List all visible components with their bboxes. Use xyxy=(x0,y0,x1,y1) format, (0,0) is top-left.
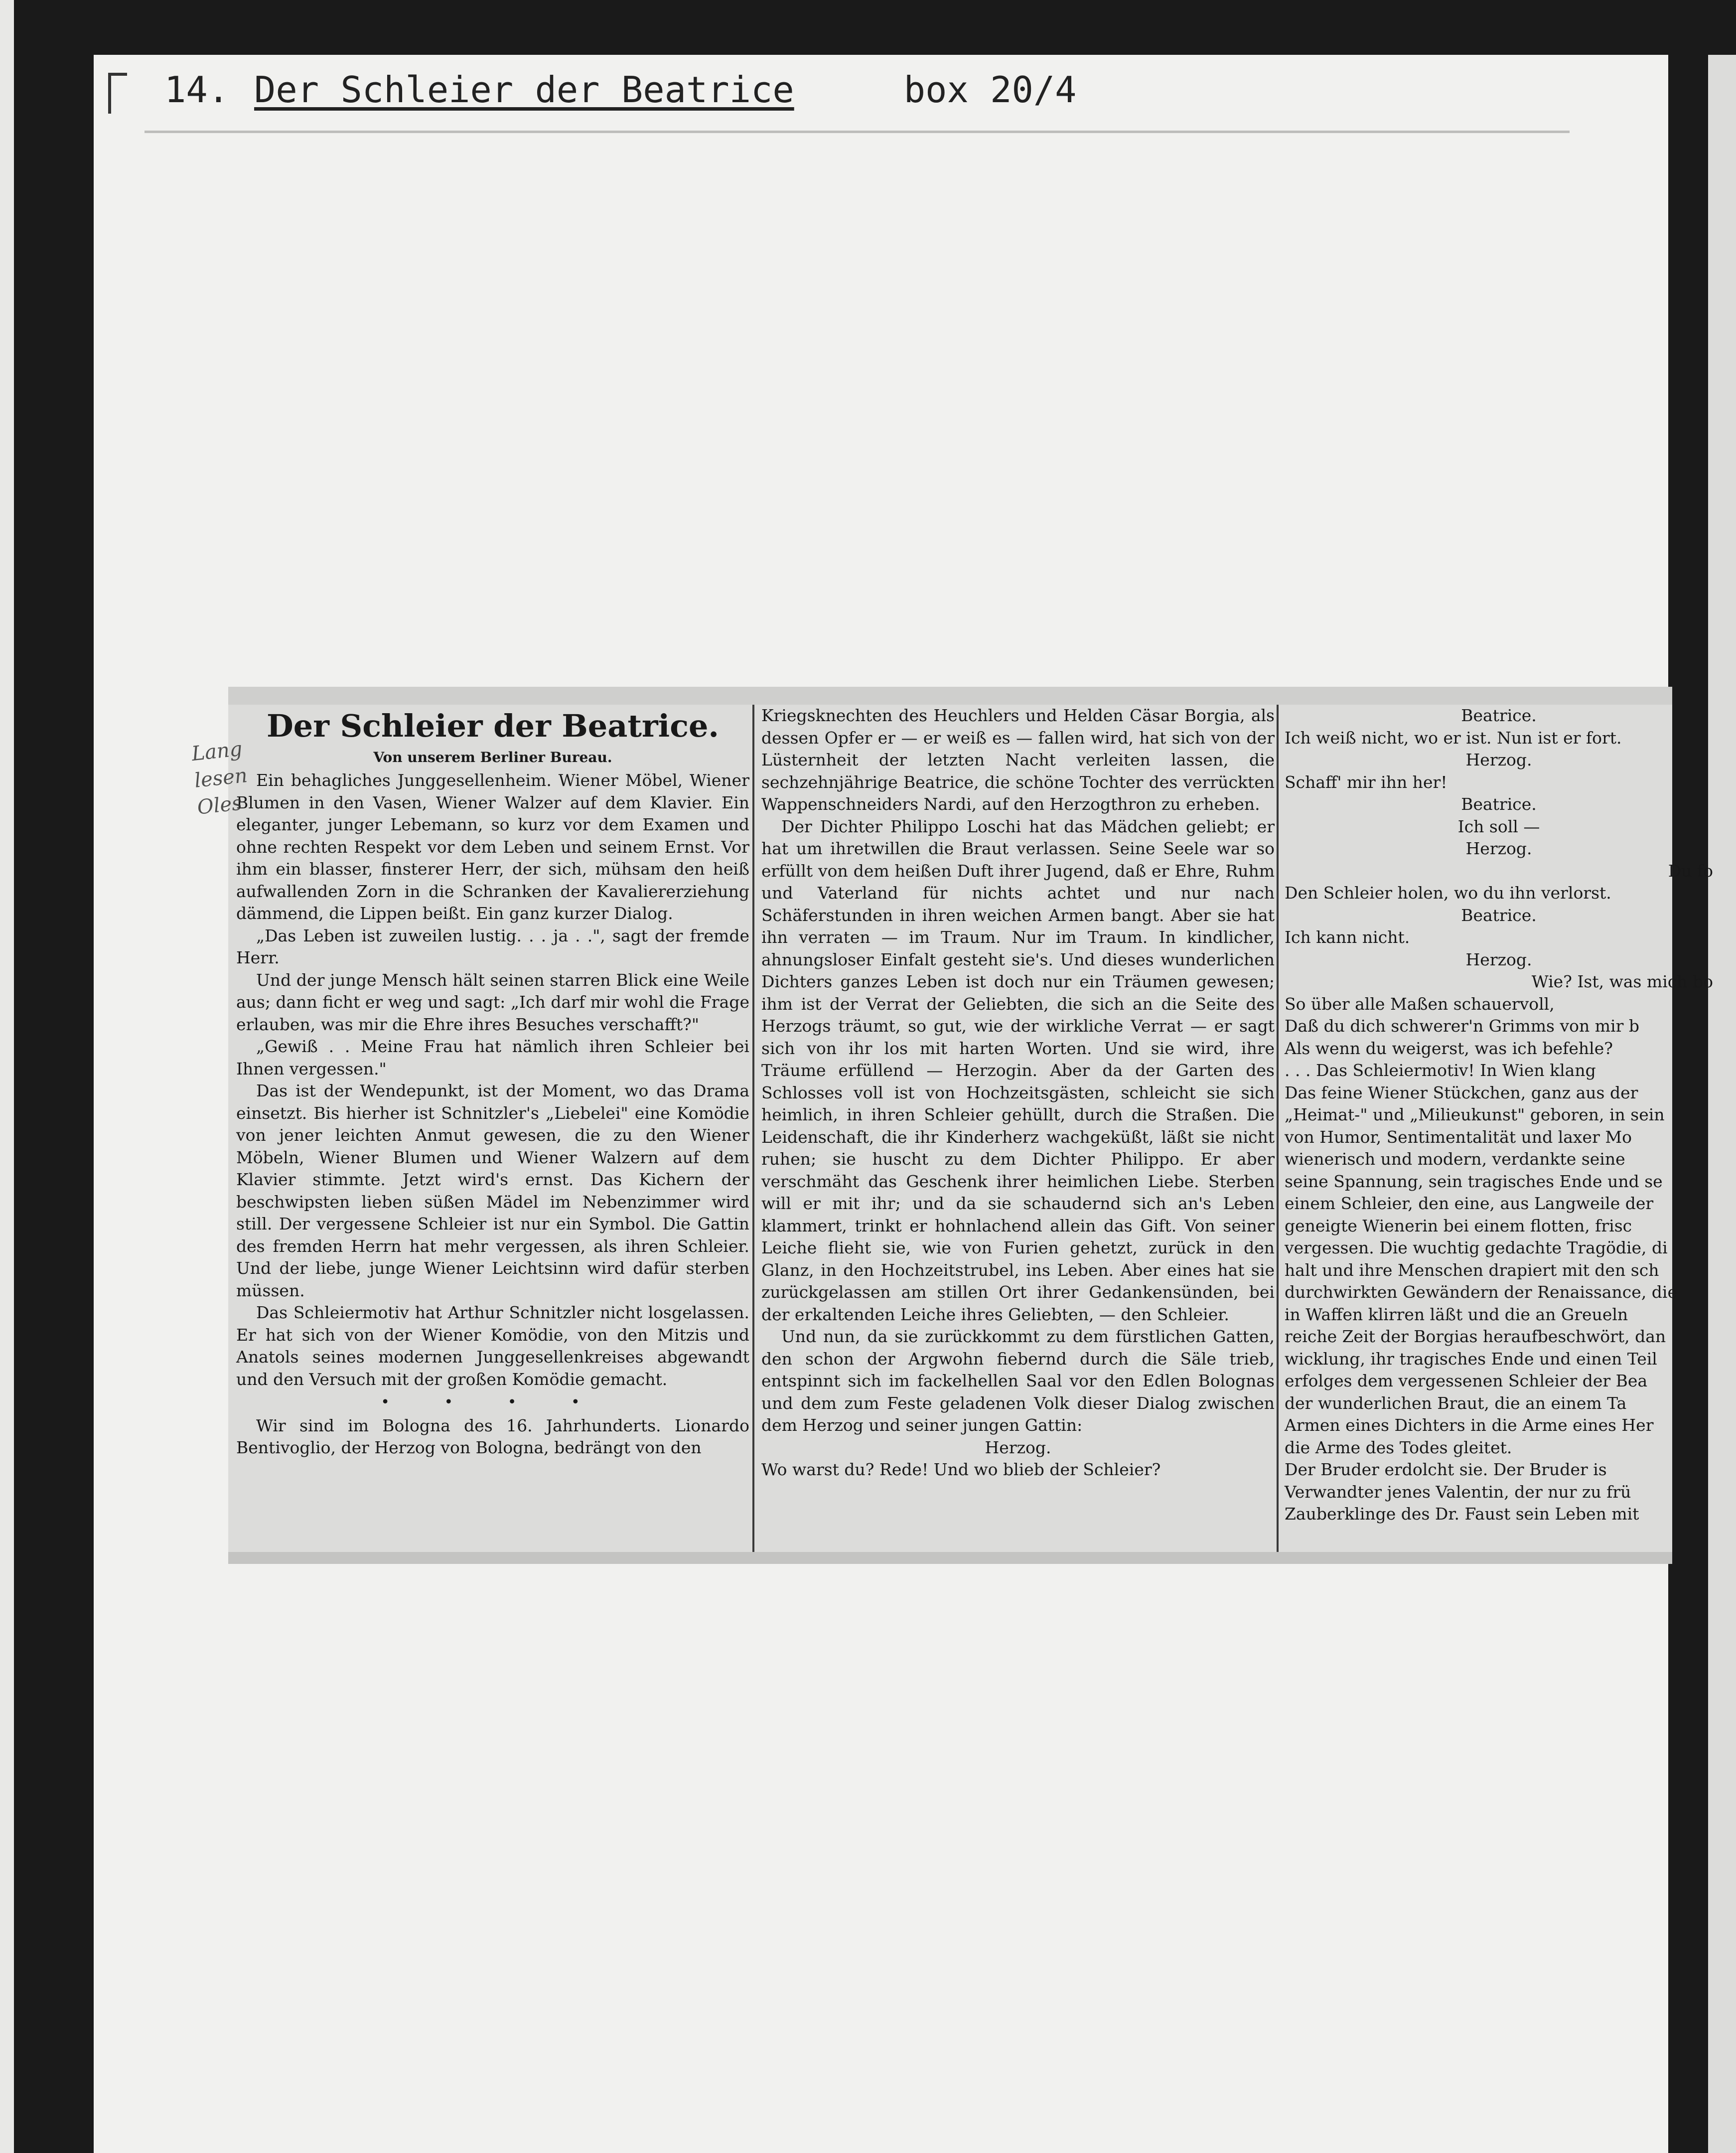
text-line: erfolges dem vergessenen Schleier der Bea xyxy=(1285,1371,1648,1390)
text-line: Ich weiß nicht, wo er ist. Nun ist er fort. xyxy=(1285,728,1622,748)
text-line: geneigte Wienerin bei einem flotten, frisc xyxy=(1285,1216,1632,1235)
text-line: „Heimat-" und „Milieukunst" geboren, in sein xyxy=(1285,1105,1665,1124)
text-line: Den Schleier holen, wo du ihn verlorst. xyxy=(1285,883,1611,903)
speaker-label: Beatrice. xyxy=(1461,706,1537,725)
text-line: Armen eines Dichters in die Arme eines Her xyxy=(1285,1415,1654,1435)
column-rule xyxy=(1277,705,1279,1552)
text-line: Der Bruder erdolcht sie. Der Bruder is xyxy=(1285,1460,1607,1479)
text-line: in Waffen klirren läßt und die an Greueln xyxy=(1285,1304,1628,1324)
article-column-3 xyxy=(1285,705,1713,1552)
speaker-label: Herzog. xyxy=(985,1437,1051,1457)
speaker-label: Herzog. xyxy=(1465,949,1532,969)
paragraph: „Gewiß . . Meine Frau hat nämlich ihren Schleier bei Ihnen vergessen." xyxy=(236,1037,749,1078)
article-headline: Der Schleier der Beatrice. xyxy=(266,708,720,744)
paragraph: Kriegsknechten des Heuchlers und Helden Cäsar Borgia, als dessen Opfer er — er weiß es — fallen wird, hat sich von der Lüsternheit der letzten Nacht verleiten lassen, die sechzehnjährige Beatrice, die schöne Tochter des verrückten Wappenschneiders Nardi, auf den Herzogthron zu erheben. xyxy=(761,706,1275,814)
item-title: Der Schleier der Beatrice xyxy=(254,69,794,111)
speaker-label: Beatrice. xyxy=(1461,905,1537,925)
section-separator: • • • • xyxy=(381,1393,605,1411)
item-number: 14. xyxy=(164,69,230,111)
speaker-label: Herzog. xyxy=(1465,839,1532,858)
text-line: einem Schleier, den eine, aus Langweile der xyxy=(1285,1194,1654,1213)
text-line: Daß du dich schwerer'n Grimms von mir b xyxy=(1285,1016,1639,1036)
speaker-label: Herzog. xyxy=(1465,750,1532,769)
column-rule xyxy=(752,705,754,1552)
box-label: box 20/4 xyxy=(903,69,1077,111)
text-line: wicklung, ihr tragisches Ende und einen Teil xyxy=(1285,1349,1657,1369)
article-byline: Von unserem Berliner Bureau. xyxy=(373,749,612,766)
clipping-top-edge xyxy=(228,687,1672,705)
newspaper-clipping xyxy=(228,687,1713,1564)
card-header xyxy=(164,69,1077,124)
text-line: von Humor, Sentimentalität und laxer Mo xyxy=(1285,1127,1632,1147)
text-line: seine Spannung, sein tragisches Ende und se xyxy=(1285,1171,1663,1191)
speaker-label: Beatrice. xyxy=(1461,794,1537,814)
text-line: Zauberklinge des Dr. Faust sein Leben mit xyxy=(1285,1504,1639,1524)
paragraph: Wir sind im Bologna des 16. Jahrhunderts. Lionardo Bentivoglio, der Herzog von Bologna, bedrängt von den xyxy=(236,1415,749,1457)
text-line: Wie? Ist, was mich bo xyxy=(1531,972,1713,991)
corner-mark-horizontal xyxy=(108,73,127,76)
corner-mark xyxy=(108,73,111,114)
paragraph: „Das Leben ist zuweilen lustig. . . ja . .", sagt der fremde Herr. xyxy=(236,925,749,967)
paragraph: Der Dichter Philippo Loschi hat das Mädchen geliebt; er hat um ihretwillen die Braut verlassen. Seine Seele war so erfüllt von dem heißen Duft ihrer Jugend, daß er Ehre, Ruhm und Vaterland für nichts achtet und nur nach Schäferstunden in ihren weichen Armen bangt. Aber sie hat ihn verraten — im Traum. Nur im Traum. In kindlicher, ahnungsloser Einfalt gesteht sie's. Und dieses wunderlichen Dichters ganzes Leben ist doch nur ein Träumen gewesen; ihm ist der Verrat der Geliebten, die sich an die Seite des Herzogs träumt, so gut, wie der wirkliche Verrat — er sagt sich von ihr los mit harten Worten. Und sie wird, ihre Träume erfüllend — Herzogin. Aber da der Garten des Schlosses voll ist von Hochzeitsgästen, schleicht sie sich heimlich, in ihren Schleier gehüllt, durch die Straßen. Die Leidenschaft, die ihr Kinderherz wachgeküßt, läßt sie nicht ruhen; sie huscht zu dem Dichter Philippo. Er aber verschmäht das Geschenk ihrer heimlichen Liebe. Sterben will er mit ihr; und da sie schaudernd sich an's Leben klammert, trinkt er hohnlachend allein das Gift. Von seiner Leiche flieht sie, wie von Furien gehetzt, zurück in den Glanz, in den Hochzeitstrubel, ins Leben. Aber eines hat sie zurückgelassen am stillen Ort ihrer Gedankensünden, bei der erkaltenden Leiche ihres Geliebten, — den Schleier. xyxy=(761,816,1275,1324)
text-line: wienerisch und modern, verdankte seine xyxy=(1285,1149,1625,1169)
paragraph: Und der junge Mensch hält seinen starren Blick eine Weile aus; dann ficht er weg und sagt: „Ich darf mir wohl die Frage erlauben, was mir die Ehre ihres Besuches verschafft?" xyxy=(236,970,749,1034)
speaker-label: Ich soll — xyxy=(1457,816,1540,836)
text-line: vergessen. Die wuchtig gedachte Tragödie, di xyxy=(1285,1238,1668,1257)
article-column-2 xyxy=(761,705,1275,1552)
dialogue-line: Wo warst du? Rede! Und wo blieb der Schleier? xyxy=(761,1460,1161,1479)
header-rule xyxy=(145,131,1570,133)
adjacent-page-edge xyxy=(0,0,14,2153)
text-line: reiche Zeit der Borgias heraufbeschwört, dan xyxy=(1285,1327,1666,1346)
text-line: Als wenn du weigerst, was ich befehle? xyxy=(1285,1038,1613,1058)
article-column-1 xyxy=(236,705,749,1552)
text-line: . . . Das Schleiermotiv! In Wien klang xyxy=(1285,1061,1596,1080)
paragraph: Das ist der Wendepunkt, ist der Moment, wo das Drama einsetzt. Bis hierher ist Schnitzler's „Liebelei" eine Komödie von jener leichten Anmut gewesen, die zu den Wiener Möbeln, Wiener Blumen und Wiener Walzern auf dem Klavier stimmte. Jetzt wird's ernst. Das Kichern der beschwipsten lieben süßen Mädel im Nebenzimmer wird still. Der vergessene Schleier ist nur ein Symbol. Die Gattin des fremden Herrn hat mehr vergessen, als ihren Schleier. Und der liebe, junge Wiener Leichtsinn wird dafür sterben müssen. xyxy=(236,1081,749,1300)
text-line: die Arme des Todes gleitet. xyxy=(1285,1437,1512,1457)
text-line: Schaff' mir ihn her! xyxy=(1285,772,1447,792)
paragraph: Und nun, da sie zurückkommt zu dem fürstlichen Gatten, den schon der Argwohn fiebernd durch die Säle trieb, entspinnt sich im fackelhellen Saal vor den Edlen Bolognas und dem zum Feste geladenen Volk dieser Dialog zwischen dem Herzog und seiner jungen Gattin: xyxy=(761,1327,1275,1435)
text-line: Verwandter jenes Valentin, der nur zu frü xyxy=(1285,1482,1631,1502)
clipping-bottom-edge xyxy=(228,1552,1672,1564)
text-line: Du fo xyxy=(1668,861,1713,881)
paragraph: Ein behagliches Junggesellenheim. Wiener Möbel, Wiener Blumen in den Vasen, Wiener Walzer auf dem Klavier. Ein eleganter, junger Lebemann, so kurz vor dem Examen und ohne rechten Respekt vor dem Leben und seinem Ernst. Vor ihm ein blasser, finsterer Herr, der sich, mühsam den heiß aufwallenden Zorn in die Schranken der Kavaliererziehung dämmend, die Lippen beißt. Ein ganz kurzer Dialog. xyxy=(236,770,749,923)
handwritten-note: Lang lesen Oles xyxy=(190,737,249,819)
text-line: halt und ihre Menschen drapiert mit den sch xyxy=(1285,1260,1659,1280)
text-line: Das feine Wiener Stückchen, ganz aus der xyxy=(1285,1082,1638,1102)
text-line: So über alle Maßen schauervoll, xyxy=(1285,994,1555,1014)
text-line: durchwirkten Gewändern der Renaissance, die xyxy=(1285,1282,1678,1302)
text-line: der wunderlichen Braut, die an einem Ta xyxy=(1285,1393,1627,1413)
text-line: Ich kann nicht. xyxy=(1285,927,1410,947)
paragraph: Das Schleiermotiv hat Arthur Schnitzler nicht losgelassen. Er hat sich von der Wiener Komödie, von den Mitzis und Anatols seines modernen Junggesellenkreises abgewandt und den Versuch mit der großen Komödie gemacht. xyxy=(236,1303,749,1389)
